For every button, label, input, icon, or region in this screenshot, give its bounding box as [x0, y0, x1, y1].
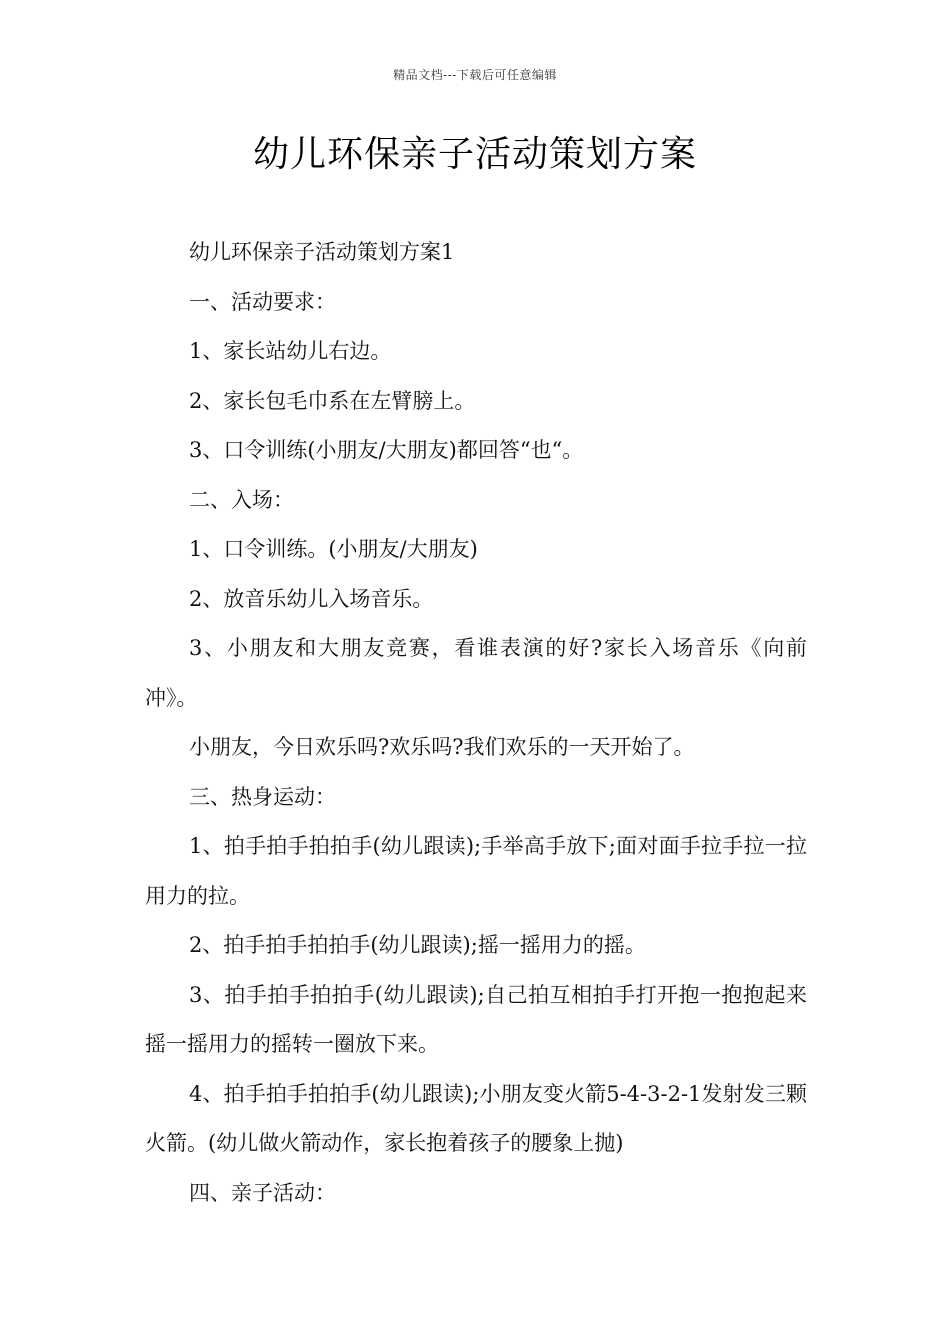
paragraph: 幼儿环保亲子活动策划方案1 — [189, 240, 455, 264]
document-title: 幼儿环保亲子活动策划方案 — [252, 134, 697, 175]
paragraph: 1、家长站幼儿右边。 — [189, 339, 392, 363]
paragraph: 3、小朋友和大朋友竞赛，看谁表演的好?家长入场音乐《向前冲》。 — [145, 636, 807, 710]
paragraph: 3、口令训练(小朋友/大朋友)都回答“也“。 — [189, 438, 584, 462]
header-note: 精品文档---下载后可任意编辑 — [393, 68, 557, 82]
paragraph: 1、口令训练。(小朋友/大朋友) — [189, 537, 478, 561]
paragraph: 1、拍手拍手拍拍手(幼儿跟读);手举高手放下;面对面手拉手拉一拉用力的拉。 — [145, 834, 807, 908]
paragraph: 2、拍手拍手拍拍手(幼儿跟读);摇一摇用力的摇。 — [189, 933, 646, 957]
section-heading: 三、热身运动： — [189, 784, 336, 809]
section-heading: 二、入场： — [189, 487, 294, 512]
paragraph: 3、拍手拍手拍拍手(幼儿跟读);自己拍互相拍手打开抱一抱抱起来摇一摇用力的摇转一圈放下来。 — [145, 982, 807, 1056]
paragraph: 小朋友，今日欢乐吗?欢乐吗?我们欢乐的一天开始了。 — [189, 735, 695, 759]
paragraph: 2、家长包毛巾系在左臂膀上。 — [189, 388, 476, 413]
paragraph: 2、放音乐幼儿入场音乐。 — [189, 586, 434, 611]
document-body — [145, 228, 807, 1218]
paragraph: 4、拍手拍手拍拍手(幼儿跟读);小朋友变火箭5-4-3-2-1发射发三颗火箭。(幼儿做火箭动作，家长抱着孩子的腰象上抛) — [145, 1081, 807, 1155]
section-heading: 一、活动要求： — [189, 289, 336, 314]
section-heading: 四、亲子活动： — [189, 1180, 336, 1205]
